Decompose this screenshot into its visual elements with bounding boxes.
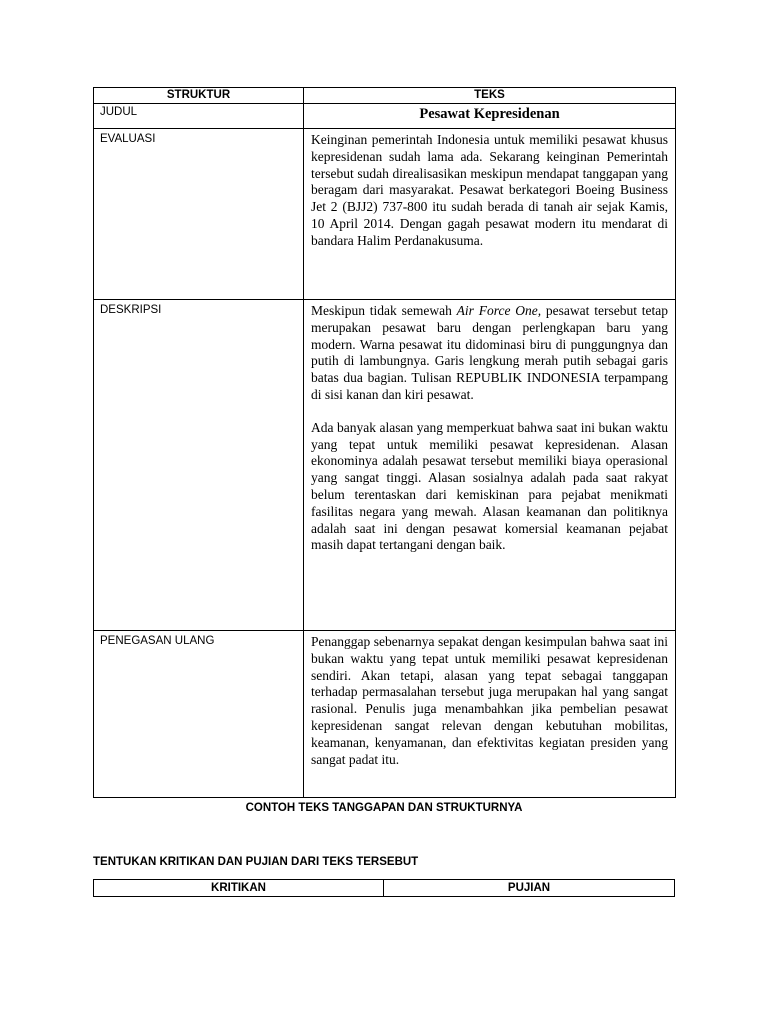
deskripsi-paragraph-1: [311, 303, 668, 404]
row-label-judul: JUDUL: [94, 104, 304, 129]
structure-table: [93, 87, 676, 798]
answer-table: [93, 879, 675, 897]
deskripsi-p1-italic: Air Force One,: [456, 303, 542, 318]
header-struktur: STRUKTUR: [94, 88, 304, 104]
row-label-deskripsi: DESKRIPSI: [94, 300, 304, 631]
penegasan-ulang-text: [304, 631, 676, 798]
table-row-penegasan-ulang: [94, 631, 676, 798]
deskripsi-text: [304, 300, 676, 631]
header-teks: TEKS: [304, 88, 676, 104]
header-kritikan: KRITIKAN: [94, 880, 384, 897]
evaluasi-text: [304, 129, 676, 300]
table-row-judul: [94, 104, 676, 129]
instruction-heading: TENTUKAN KRITIKAN DAN PUJIAN DARI TEKS TERSEBUT: [93, 856, 419, 868]
table-caption: CONTOH TEKS TANGGAPAN DAN STRUKTURNYA: [245, 802, 523, 814]
table-row-deskripsi: [94, 300, 676, 631]
answer-header-row: [94, 880, 675, 897]
row-label-penegasan-ulang: PENEGASAN ULANG: [94, 631, 304, 798]
header-pujian: PUJIAN: [384, 880, 675, 897]
table-row-evaluasi: [94, 129, 676, 300]
evaluasi-paragraph: Keinginan pemerintah Indonesia untuk memiliki pesawat khusus kepresidenan sudah lama ada. Sekarang keinginan Pemerintah tersebut sudah direalisasikan meskipun mendapat tanggapan yang beragam dari masyarakat. Pesawat berkategori Boeing Business Jet 2 (BJJ2) 737-800 itu sudah berada di tanah air sejak Kamis, 10 April 2014. Dengan gagah pesawat modern itu mendarat di bandara Halim Perdanakusuma.: [311, 132, 668, 248]
deskripsi-paragraph-2: Ada banyak alasan yang memperkuat bahwa saat ini bukan waktu yang tepat untuk memiliki pesawat kepresidenan. Alasan ekonominya adalah pesawat tersebut memiliki biaya operasional yang sangat tinggi. Alasan sosialnya adalah pada saat rakyat belum terentaskan dari kemiskinan para pejabat menikmati fasilitas negara yang mewah. Alasan keamanan dan politiknya adalah saat ini dengan pesawat komersial keamanan pejabat masih dapat tertangani dengan baik.: [311, 419, 668, 553]
row-label-evaluasi: EVALUASI: [94, 129, 304, 300]
deskripsi-p1-start: Meskipun tidak semewah: [311, 303, 457, 318]
document-title: Pesawat Kepresidenan: [304, 104, 676, 129]
deskripsi-p1-rest: pesawat tersebut tetap merupakan pesawat baru dengan perlengkapan baru yang modern. Warna pesawat itu didominasi biru di punggungnya dan putih di lambungnya. Garis lengkung merah putih sebagai garis batas dua bagian. Tulisan REPUBLIK INDONESIA terpampang di sisi kanan dan kiri pesawat.: [311, 303, 668, 402]
table-header-row: [94, 88, 676, 104]
penegasan-ulang-paragraph: Penanggap sebenarnya sepakat dengan kesimpulan bahwa saat ini bukan waktu yang tepat untuk memiliki pesawat kepresidenan sendiri. Akan tetapi, alasan yang tepat sebagai tanggapan terhadap permasalahan tersebut juga merupakan hal yang sangat rasional. Penulis juga menambahkan jika pembelian pesawat kepresidenan sangat relevan dengan kebutuhan mobilitas, keamanan, kenyamanan, dan efektivitas kegiatan presiden yang sangat padat itu.: [311, 634, 668, 767]
